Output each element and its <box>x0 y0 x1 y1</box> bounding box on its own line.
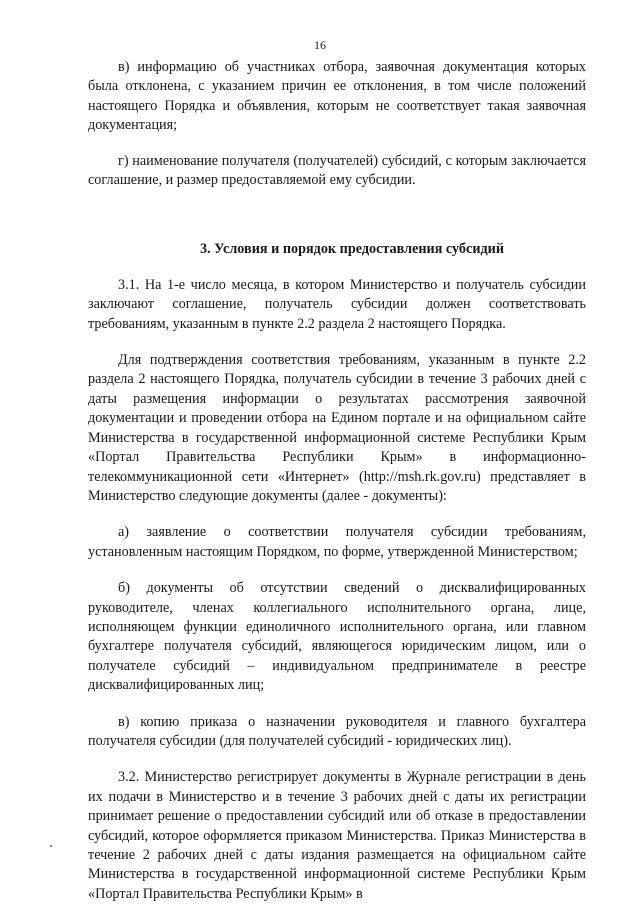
section-heading: 3. Условия и порядок предоставления субсидий <box>199 241 505 258</box>
scan-speck <box>50 845 52 847</box>
page-content <box>88 58 586 904</box>
page-number: 16 <box>314 38 326 52</box>
paragraph-b: б) документы об отсутствии сведений о дисквалифицированных руководителе, членах коллегиального исполнительного органа, лице, исполняющем функции единоличного исполнительного органа, или главном бухгалтере получателя субсидий, являющегося юридическим лицом, или о получателе субсидий – индивидуальном предпринимателе в реестре дисквалифицированных лиц; <box>88 580 586 694</box>
paragraph-v-copy: в) копию приказа о назначении руководителя и главного бухгалтера получателя субсидии (для получателей субсидий - юридических лиц). <box>88 713 586 749</box>
paragraph-a: а) заявление о соответствии получателя субсидии требованиям, установленным настоящим Порядком, по форме, утвержденной Министерством; <box>88 524 586 560</box>
paragraph-g: г) наименование получателя (получателей) субсидий, с которым заключается соглашение, и размер предоставляемой ему субсидии. <box>88 152 586 189</box>
paragraph-3-2: 3.2. Министерство регистрирует документы в Журнале регистрации в день их подачи в Министерство и в течение 3 рабочих дней с даты их регистрации принимает решение о предоставлении субсидий или об отказе в предоставлении субсидий, которое оформляется приказом Министерства. Приказ Министерства в течение 2 рабочих дней с даты издания размещается на официальном сайте Министерства в государственной информационной системе Республики Крым «Портал Правительства Республики Крым» в <box>88 769 586 902</box>
paragraph-3-1: 3.1. На 1-е число месяца, в котором Министерство и получатель субсидии заключают соглашение, получатель субсидии должен соответствовать требованиям, указанным в пункте 2.2 раздела 2 настоящего Порядка. <box>88 276 586 332</box>
paragraph-confirmation: Для подтверждения соответствия требованиям, указанным в пункте 2.2 раздела 2 настоящего Порядка, получатель субсидии в течение 3 рабочих дней с даты размещения информации о результатах рассмотрения заявочной документации и проведении отбора на Едином портале и на официальном сайте Министерства в государственной информационной системе Республики Крым «Портал Правительства Республики Крым» в информационно-телекоммуникационной сети «Интернет» (http://msh.rk.gov.ru) представляет в Министерство следующие документы (далее - документы): <box>88 352 586 504</box>
paragraph-v: в) информацию об участниках отбора, заявочная документация которых была отклонена, с указанием причин ее отклонения, в том числе положений настоящего Порядка и объявления, которым не соответствует такая заявочная документация; <box>88 59 586 134</box>
